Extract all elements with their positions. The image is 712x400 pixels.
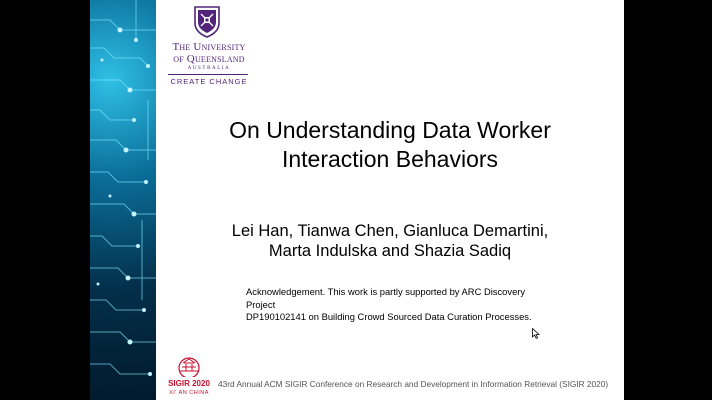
university-country: AUSTRALIA bbox=[187, 66, 231, 71]
logo-divider bbox=[168, 74, 248, 75]
university-name bbox=[164, 41, 254, 65]
author-list bbox=[156, 221, 624, 261]
university-name-line1: The University bbox=[172, 41, 246, 53]
university-tagline: CREATE CHANGE bbox=[170, 77, 248, 86]
authors-line2: Marta Indulska and Shazia Sadiq bbox=[268, 242, 512, 260]
sigir-emblem-icon bbox=[174, 355, 204, 377]
university-logo bbox=[164, 4, 254, 86]
conference-logo-location: XI' AN CHINA bbox=[169, 390, 209, 396]
title-line1: On Understanding Data Worker bbox=[229, 117, 551, 143]
uq-shield-icon bbox=[194, 6, 220, 38]
presentation-slide bbox=[90, 0, 624, 400]
acknowledgement-line2: DP190102141 on Building Crowd Sourced Data Curation Processes. bbox=[246, 311, 532, 323]
conference-logo bbox=[164, 355, 214, 400]
mouse-cursor-icon bbox=[532, 328, 540, 339]
university-name-line2: of Queensland bbox=[173, 53, 245, 65]
title-line2: Interaction Behaviors bbox=[281, 146, 499, 172]
acknowledgement bbox=[246, 286, 546, 324]
acknowledgement-line1: Acknowledgement. This work is partly supported by ARC Discovery Project bbox=[246, 286, 526, 310]
conference-footer: 43rd Annual ACM SIGIR Conference on Research and Development in Information Retrieval (SIGIR 2020) bbox=[218, 379, 609, 389]
slide-title bbox=[156, 116, 624, 174]
circuit-board-graphic bbox=[90, 0, 156, 400]
conference-logo-name: SIGIR 2020 bbox=[168, 379, 210, 388]
authors-line1: Lei Han, Tianwa Chen, Gianluca Demartini, bbox=[231, 222, 549, 240]
circuit-board-lines bbox=[90, 0, 156, 400]
